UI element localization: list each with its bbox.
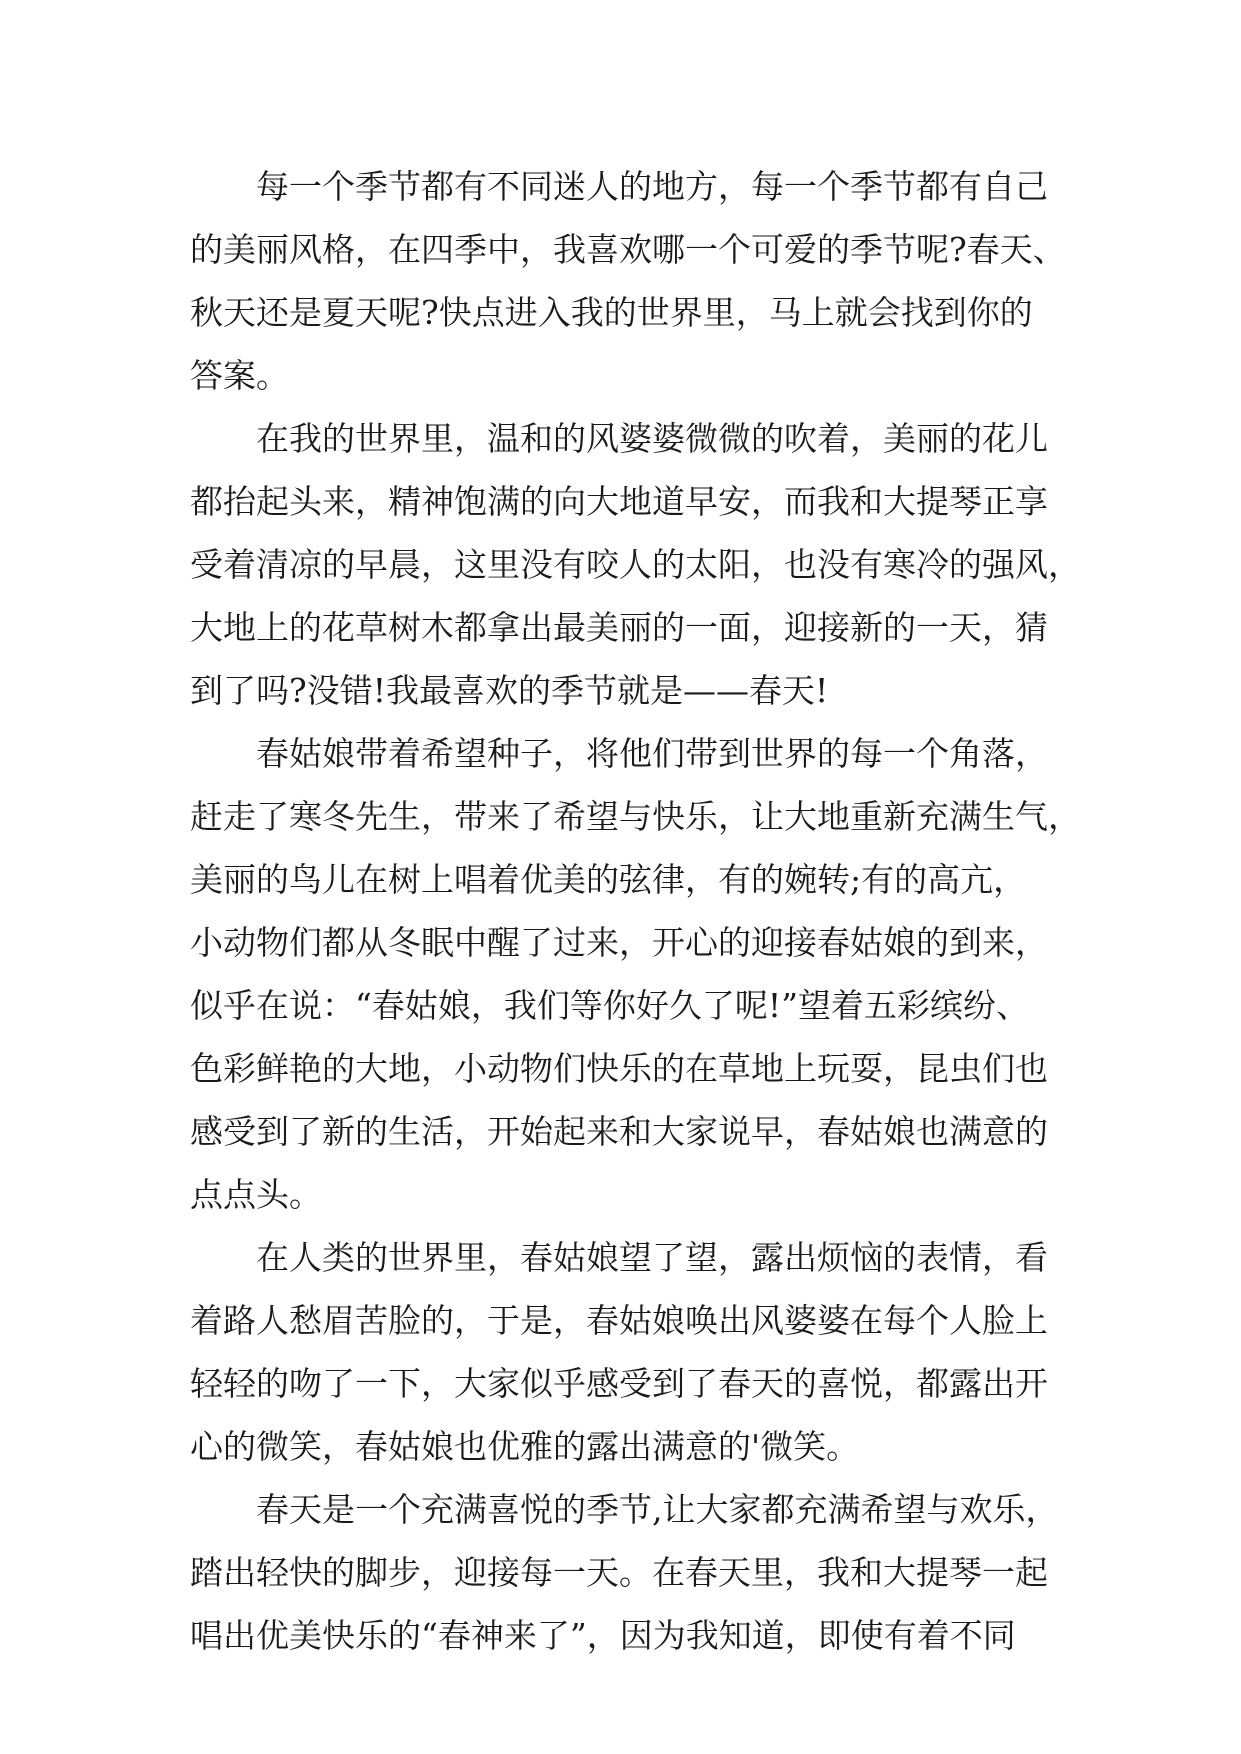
paragraph-4 xyxy=(190,1226,1050,1478)
text-line: 大地上的花草树木都拿出最美丽的一面，迎接新的一天，猜 xyxy=(190,608,1048,647)
text-line: 春天是一个充满喜悦的季节,让大家都充满希望与欢乐， xyxy=(256,1490,1059,1529)
text-line: 小动物们都从冬眠中醒了过来，开心的迎接春姑娘的到来， xyxy=(190,923,1048,962)
paragraph-5 xyxy=(190,1478,1059,1667)
text-line: 每一个季节都有不同迷人的地方，每一个季节都有自己 xyxy=(256,167,1048,206)
text-line: 秋天还是夏天呢?快点进入我的世界里，马上就会找到你的 xyxy=(190,293,1033,332)
paragraph-3 xyxy=(190,722,1081,1226)
paragraph-1 xyxy=(190,155,1066,407)
text-line: 在我的世界里，温和的风婆婆微微的吹着，美丽的花儿 xyxy=(256,419,1048,458)
text-line: 着路人愁眉苦脸的，于是，春姑娘唤出风婆婆在每个人脸上 xyxy=(190,1301,1048,1340)
text-line: 的美丽风格，在四季中，我喜欢哪一个可爱的季节呢?春天、 xyxy=(190,230,1066,269)
text-line: 轻轻的吻了一下，大家似乎感受到了春天的喜悦，都露出开 xyxy=(190,1364,1048,1403)
text-line: 色彩鲜艳的大地，小动物们快乐的在草地上玩耍，昆虫们也 xyxy=(190,1049,1048,1088)
text-line: 受着清凉的早晨，这里没有咬人的太阳，也没有寒冷的强风， xyxy=(190,545,1081,584)
text-line: 美丽的鸟儿在树上唱着优美的弦律，有的婉转;有的高亢， xyxy=(190,860,1027,899)
paragraph-2 xyxy=(190,407,1081,722)
text-line: 似乎在说：“春姑娘，我们等你好久了呢!”望着五彩缤纷、 xyxy=(190,986,1030,1025)
text-line: 感受到了新的生活，开始起来和大家说早，春姑娘也满意的 xyxy=(190,1112,1048,1151)
text-line: 心的微笑，春姑娘也优雅的露出满意的'微笑。 xyxy=(190,1427,860,1466)
text-line: 春姑娘带着希望种子，将他们带到世界的每一个角落， xyxy=(256,734,1048,773)
text-line: 到了吗?没错!我最喜欢的季节就是——春天! xyxy=(190,671,829,710)
text-line: 都抬起头来，精神饱满的向大地道早安，而我和大提琴正享 xyxy=(190,482,1048,521)
text-line: 唱出优美快乐的“春神来了”，因为我知道，即使有着不同 xyxy=(190,1616,1016,1655)
text-line: 点点头。 xyxy=(190,1175,322,1214)
text-line: 踏出轻快的脚步，迎接每一天。在春天里，我和大提琴一起 xyxy=(190,1553,1048,1592)
essay-body xyxy=(190,155,1081,1667)
text-line: 答案。 xyxy=(190,356,289,395)
text-line: 在人类的世界里，春姑娘望了望，露出烦恼的表情，看 xyxy=(256,1238,1048,1277)
text-line: 赶走了寒冬先生，带来了希望与快乐，让大地重新充满生气， xyxy=(190,797,1081,836)
